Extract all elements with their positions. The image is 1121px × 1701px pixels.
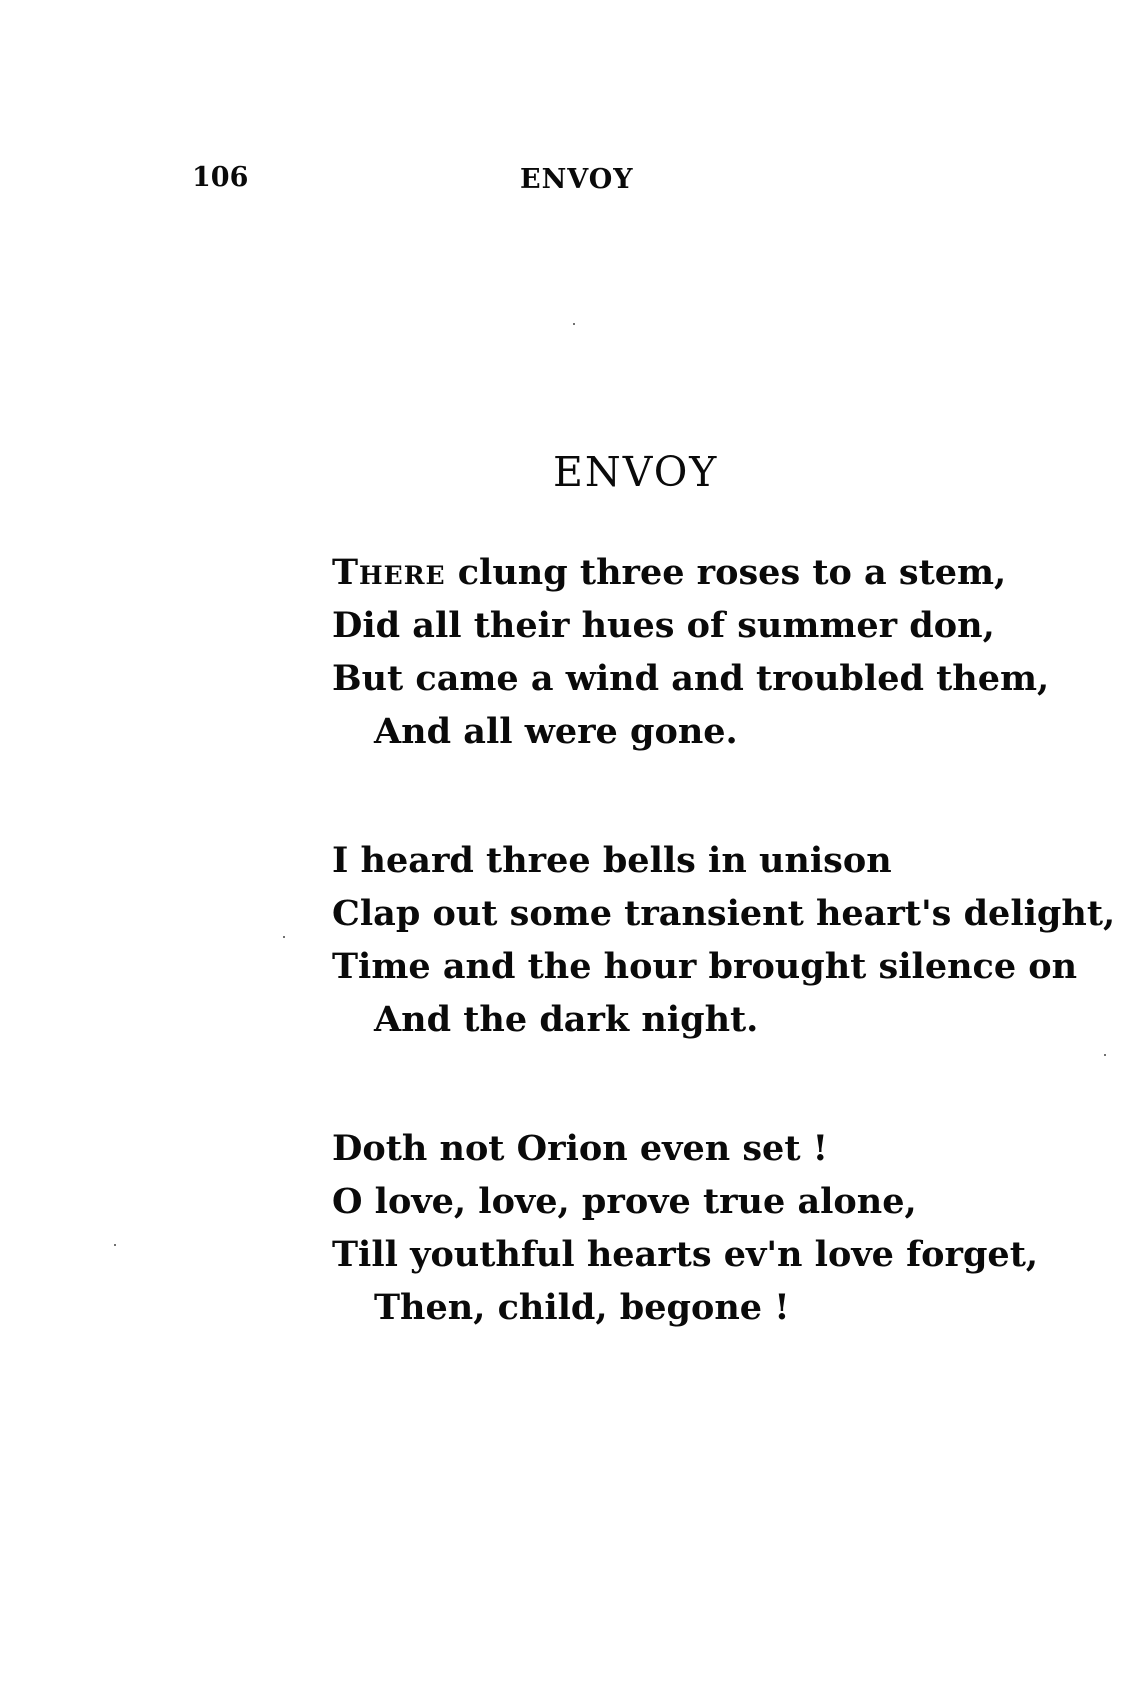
scan-speck [1104,1054,1106,1056]
poem-line: O love, love, prove true alone, [332,1181,917,1222]
drop-word: There [332,552,446,593]
line-text: clung three roses to a stem, [445,552,1007,593]
stanza-2 [332,834,1115,1046]
poem-line-indented: Then, child, begone ! [374,1287,790,1328]
poem-line: Till youthful hearts ev'n love forget, [332,1234,1039,1275]
stanza-1 [332,546,1049,758]
running-head: ENVOY [520,164,634,195]
poem-line [332,546,1049,599]
poem-line-indented: And all were gone. [374,711,738,752]
poem-line: But came a wind and troubled them, [332,658,1050,699]
page-number: 106 [192,162,249,193]
poem-line: Did all their hues of summer don, [332,605,995,646]
poem-line: Doth not Orion even set ! [332,1128,829,1169]
scan-speck [573,323,575,325]
poem-line: I heard three bells in unison [332,840,892,881]
poem-line: Time and the hour brought silence on [332,946,1078,987]
scan-speck [114,1244,116,1246]
poem-line-indented: And the dark night. [374,999,759,1040]
poem-line: Clap out some transient heart's delight, [332,893,1116,934]
stanza-3 [332,1122,1038,1334]
poem-title: ENVOY [553,448,719,496]
scan-speck [283,936,285,938]
